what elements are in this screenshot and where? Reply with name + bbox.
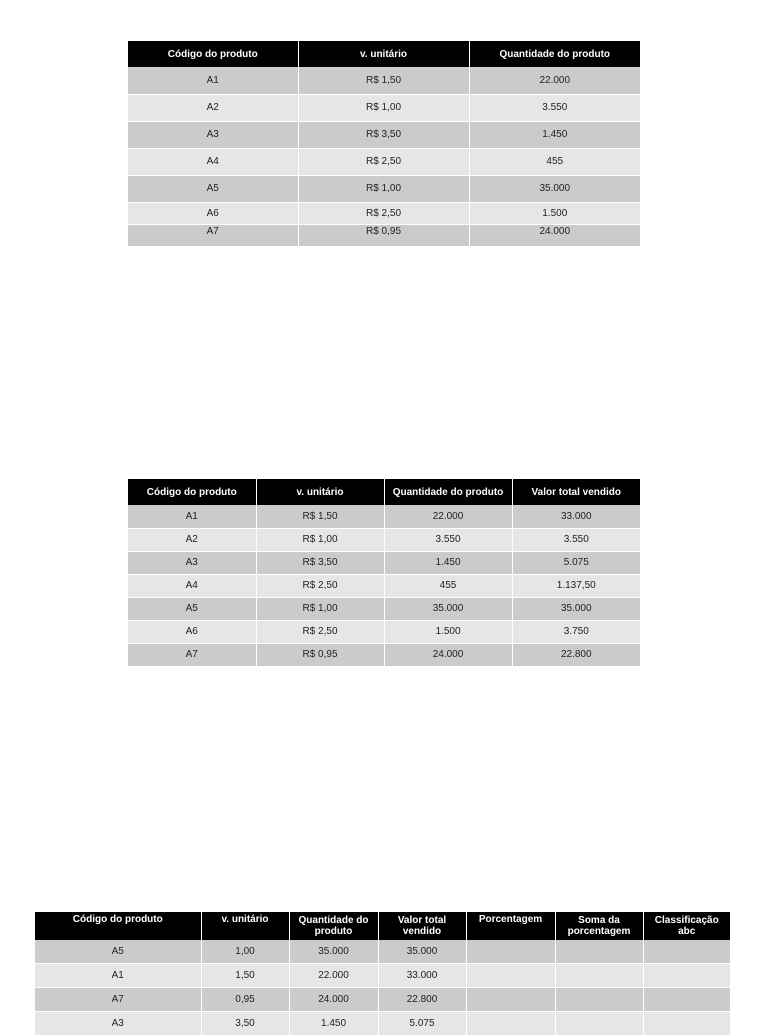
column-header: Soma da porcentagem <box>555 912 643 940</box>
table-cell: A7 <box>35 988 201 1012</box>
table-cell: 24.000 <box>289 988 378 1012</box>
table-cell: 1.450 <box>289 1012 378 1036</box>
table-cell: A4 <box>128 148 298 175</box>
table-row <box>35 988 730 1012</box>
table-row <box>128 505 640 528</box>
table-cell <box>555 988 643 1012</box>
table-cell: R$ 1,00 <box>256 597 384 620</box>
column-header: Código do produto <box>128 479 256 505</box>
table-row <box>128 94 640 121</box>
table-cell: A5 <box>128 175 298 202</box>
table-cell: 1.450 <box>469 121 640 148</box>
table-cell: 22.800 <box>512 643 640 666</box>
table-header-row <box>128 41 640 67</box>
table-row <box>35 940 730 964</box>
column-header: Valor total vendido <box>378 912 466 940</box>
table-cell: 24.000 <box>469 224 640 246</box>
table-cell: 455 <box>469 148 640 175</box>
table-cell: R$ 3,50 <box>256 551 384 574</box>
table-cell: A6 <box>128 202 298 224</box>
table-row <box>128 551 640 574</box>
table-row <box>128 67 640 94</box>
table-cell: 22.000 <box>384 505 512 528</box>
table-cell: A5 <box>128 597 256 620</box>
table-cell: 1,50 <box>201 964 289 988</box>
table-cell <box>643 988 730 1012</box>
column-header: Classificação abc <box>643 912 730 940</box>
table-cell: A3 <box>128 551 256 574</box>
table-cell: R$ 2,50 <box>298 202 469 224</box>
column-header: v. unitário <box>256 479 384 505</box>
table-cell: A5 <box>35 940 201 964</box>
table-cell: 1.137,50 <box>512 574 640 597</box>
column-header: Valor total vendido <box>512 479 640 505</box>
table-cell: R$ 3,50 <box>298 121 469 148</box>
table-cell <box>555 940 643 964</box>
table-cell <box>466 964 555 988</box>
table-cell: 1.500 <box>469 202 640 224</box>
table-row <box>128 148 640 175</box>
table-cell: 35.000 <box>469 175 640 202</box>
table-cell: A6 <box>128 620 256 643</box>
column-header: Quantidade do produto <box>289 912 378 940</box>
table-cell: 22.000 <box>289 964 378 988</box>
table-cell: R$ 0,95 <box>298 224 469 246</box>
table-row <box>128 643 640 666</box>
table-row <box>128 597 640 620</box>
table-cell: 33.000 <box>378 964 466 988</box>
table-cell: 3.550 <box>512 528 640 551</box>
table-cell: R$ 1,50 <box>298 67 469 94</box>
table-row <box>128 121 640 148</box>
table-cell: R$ 1,00 <box>256 528 384 551</box>
table-cell: R$ 1,50 <box>256 505 384 528</box>
table-cell: 0,95 <box>201 988 289 1012</box>
table-cell: A1 <box>128 505 256 528</box>
table-cell: 1.500 <box>384 620 512 643</box>
table-cell: A3 <box>35 1012 201 1036</box>
column-header: Código do produto <box>128 41 298 67</box>
table-cell: A3 <box>128 121 298 148</box>
column-header: v. unitário <box>298 41 469 67</box>
table-cell: A4 <box>128 574 256 597</box>
table-cell: 3.550 <box>384 528 512 551</box>
table-cell: 22.000 <box>469 67 640 94</box>
table-cell: 35.000 <box>512 597 640 620</box>
table-cell: 455 <box>384 574 512 597</box>
table-row <box>128 202 640 224</box>
column-header: Porcentagem <box>466 912 555 940</box>
table-cell: R$ 2,50 <box>256 574 384 597</box>
table-cell: 3.750 <box>512 620 640 643</box>
table-cell <box>643 940 730 964</box>
table-row <box>128 224 640 246</box>
table-cell: A2 <box>128 528 256 551</box>
column-header: Quantidade do produto <box>469 41 640 67</box>
table-cell: A1 <box>128 67 298 94</box>
product-table <box>128 41 640 247</box>
table-cell: A1 <box>35 964 201 988</box>
table-cell: 35.000 <box>378 940 466 964</box>
table-cell: 1.450 <box>384 551 512 574</box>
column-header: v. unitário <box>201 912 289 940</box>
table-header-row <box>128 479 640 505</box>
table-cell: 35.000 <box>384 597 512 620</box>
table-cell <box>466 988 555 1012</box>
table-cell: A2 <box>128 94 298 121</box>
table-cell: 1,00 <box>201 940 289 964</box>
table-row <box>128 574 640 597</box>
table-cell: R$ 0,95 <box>256 643 384 666</box>
table-row <box>35 964 730 988</box>
table-cell: R$ 1,00 <box>298 94 469 121</box>
table-cell: 5.075 <box>512 551 640 574</box>
table-cell: 35.000 <box>289 940 378 964</box>
table-cell: A7 <box>128 224 298 246</box>
table-row <box>128 528 640 551</box>
table-cell: R$ 2,50 <box>298 148 469 175</box>
table-cell: A7 <box>128 643 256 666</box>
table-cell: 3.550 <box>469 94 640 121</box>
sales-value-table <box>128 479 640 667</box>
table-cell: R$ 1,00 <box>298 175 469 202</box>
abc-classification-table <box>35 912 730 1036</box>
column-header: Código do produto <box>35 912 201 940</box>
table-cell <box>643 964 730 988</box>
table-cell: 24.000 <box>384 643 512 666</box>
table-cell: 3,50 <box>201 1012 289 1036</box>
table-cell <box>555 964 643 988</box>
table-row <box>128 175 640 202</box>
table-cell: 33.000 <box>512 505 640 528</box>
table-cell <box>466 940 555 964</box>
table-cell: 22.800 <box>378 988 466 1012</box>
table-cell: 5.075 <box>378 1012 466 1036</box>
column-header: Quantidade do produto <box>384 479 512 505</box>
table-cell: R$ 2,50 <box>256 620 384 643</box>
table-header-row <box>35 912 730 940</box>
table-row <box>128 620 640 643</box>
